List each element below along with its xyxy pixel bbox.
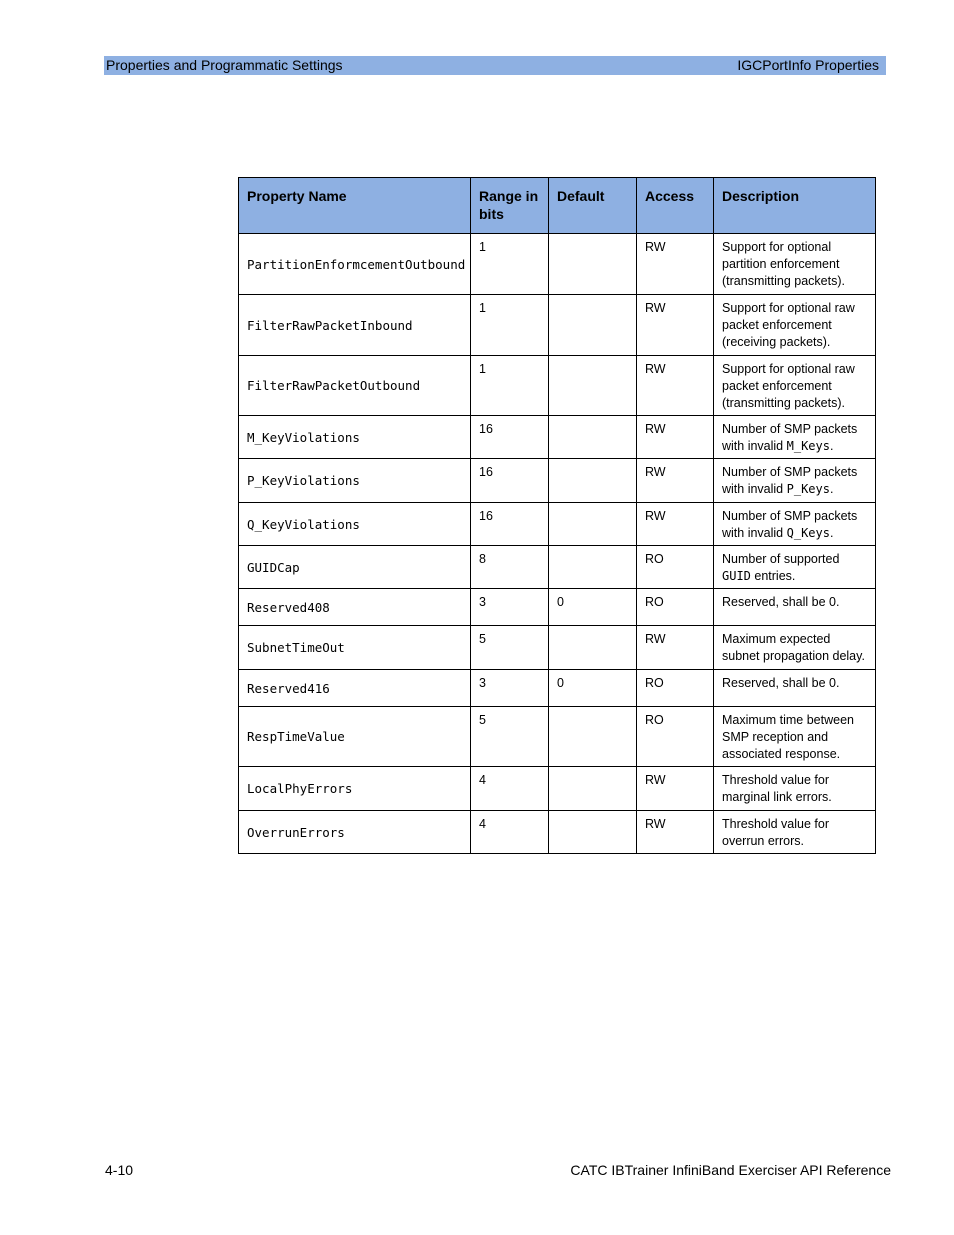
header-topic-title: IGCPortInfo Properties: [737, 57, 879, 73]
description-cell: [714, 589, 876, 626]
property-name-cell: Reserved408: [239, 589, 471, 626]
table-row: [239, 811, 876, 854]
property-name-cell: FilterRawPacketInbound: [239, 295, 471, 356]
range-cell: 8: [471, 546, 549, 589]
access-cell: RO: [637, 589, 714, 626]
property-name-cell: M_KeyViolations: [239, 416, 471, 459]
table-row: [239, 295, 876, 356]
default-cell: 0: [549, 589, 637, 626]
document-title: CATC IBTrainer InfiniBand Exerciser API Reference: [570, 1162, 891, 1178]
running-header: [104, 56, 886, 75]
default-cell: [549, 546, 637, 589]
description-cell: [714, 670, 876, 707]
table-row: [239, 356, 876, 416]
description-code-term: P_Keys: [786, 482, 830, 496]
default-cell: [549, 811, 637, 854]
description-text: .: [829, 439, 834, 453]
description-text: Support for optional raw packet enforcement (receiving packets).: [722, 301, 855, 349]
range-cell: 1: [471, 295, 549, 356]
access-cell: RW: [637, 767, 714, 811]
range-cell: 16: [471, 459, 549, 503]
description-text: Number of SMP packets with invalid: [722, 465, 858, 496]
table-row: [239, 234, 876, 295]
range-cell: 4: [471, 767, 549, 811]
table-row: [239, 626, 876, 670]
property-name-cell: RespTimeValue: [239, 707, 471, 767]
description-cell: [714, 356, 876, 416]
access-cell: RW: [637, 503, 714, 546]
description-text: Number of supported: [722, 552, 840, 566]
description-text: Reserved, shall be 0.: [722, 676, 840, 690]
column-header-description: Description: [714, 178, 876, 234]
table-row: [239, 670, 876, 707]
description-cell: [714, 459, 876, 503]
column-header-range: Range in bits: [471, 178, 549, 234]
header-section-title: Properties and Programmatic Settings: [106, 57, 343, 73]
description-cell: [714, 767, 876, 811]
description-text: Reserved, shall be 0.: [722, 595, 840, 609]
description-cell: [714, 234, 876, 295]
default-cell: [549, 234, 637, 295]
description-code-term: Q_Keys: [786, 526, 830, 540]
table-row: [239, 503, 876, 546]
default-cell: [549, 707, 637, 767]
description-code-term: GUID: [722, 569, 751, 583]
property-name-cell: OverrunErrors: [239, 811, 471, 854]
default-cell: [549, 295, 637, 356]
range-cell: 3: [471, 589, 549, 626]
description-text: .: [829, 482, 834, 496]
description-cell: [714, 626, 876, 670]
description-text: Number of SMP packets with invalid: [722, 422, 858, 453]
description-text: Threshold value for overrun errors.: [722, 817, 830, 848]
table-row: [239, 416, 876, 459]
column-header-access: Access: [637, 178, 714, 234]
access-cell: RO: [637, 670, 714, 707]
table-header-row: [239, 178, 876, 234]
description-text: Maximum expected subnet propagation delay.: [722, 632, 865, 663]
description-text: Support for optional raw packet enforcement (transmitting packets).: [722, 362, 855, 410]
default-cell: [549, 416, 637, 459]
range-cell: 16: [471, 416, 549, 459]
default-cell: [549, 626, 637, 670]
description-text: .: [829, 526, 834, 540]
description-text: Support for optional partition enforcement (transmitting packets).: [722, 240, 845, 288]
default-cell: [549, 459, 637, 503]
table-row: [239, 589, 876, 626]
access-cell: RW: [637, 811, 714, 854]
table-row: [239, 767, 876, 811]
description-cell: [714, 546, 876, 589]
access-cell: RW: [637, 234, 714, 295]
property-name-cell: PartitionEnformcementOutbound: [239, 234, 471, 295]
property-name-cell: P_KeyViolations: [239, 459, 471, 503]
description-cell: [714, 295, 876, 356]
description-cell: [714, 707, 876, 767]
page-number: 4-10: [105, 1162, 134, 1178]
description-text: Maximum time between SMP reception and associated response.: [722, 713, 854, 761]
table-row: [239, 707, 876, 767]
access-cell: RO: [637, 546, 714, 589]
range-cell: 16: [471, 503, 549, 546]
range-cell: 3: [471, 670, 549, 707]
property-name-cell: GUIDCap: [239, 546, 471, 589]
access-cell: RW: [637, 416, 714, 459]
table-row: [239, 459, 876, 503]
table-body: [239, 234, 876, 854]
table-row: [239, 546, 876, 589]
description-cell: [714, 811, 876, 854]
property-name-cell: LocalPhyErrors: [239, 767, 471, 811]
access-cell: RO: [637, 707, 714, 767]
default-cell: [549, 767, 637, 811]
access-cell: RW: [637, 459, 714, 503]
description-cell: [714, 503, 876, 546]
description-cell: [714, 416, 876, 459]
property-name-cell: Reserved416: [239, 670, 471, 707]
range-cell: 1: [471, 356, 549, 416]
property-name-cell: SubnetTimeOut: [239, 626, 471, 670]
description-text: Threshold value for marginal link errors.: [722, 773, 832, 804]
access-cell: RW: [637, 295, 714, 356]
range-cell: 5: [471, 626, 549, 670]
range-cell: 5: [471, 707, 549, 767]
description-text: entries.: [750, 569, 796, 583]
properties-table: [238, 177, 876, 854]
column-header-default: Default: [549, 178, 637, 234]
description-text: Number of SMP packets with invalid: [722, 509, 858, 540]
property-name-cell: FilterRawPacketOutbound: [239, 356, 471, 416]
column-header-property-name: Property Name: [239, 178, 471, 234]
default-cell: [549, 356, 637, 416]
default-cell: 0: [549, 670, 637, 707]
range-cell: 1: [471, 234, 549, 295]
property-name-cell: Q_KeyViolations: [239, 503, 471, 546]
description-code-term: M_Keys: [786, 439, 830, 453]
access-cell: RW: [637, 356, 714, 416]
default-cell: [549, 503, 637, 546]
range-cell: 4: [471, 811, 549, 854]
access-cell: RW: [637, 626, 714, 670]
